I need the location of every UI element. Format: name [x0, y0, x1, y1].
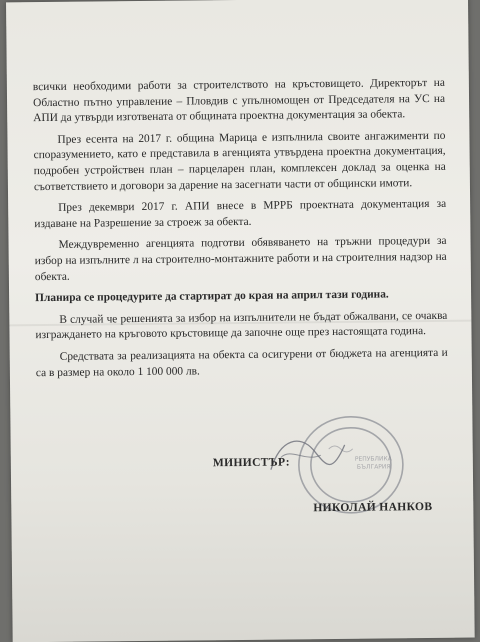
letter-body: [33, 76, 448, 387]
paragraph-december-2017: През декември 2017 г. АПИ внесе в МРРБ проектната документация за издаване на Разрешение за строеж за обекта.: [34, 197, 447, 230]
paragraph-tender: Междувременно агенцията подготви обявяването на тръжни процедури за избор на изпълните л на строително-монтажните работи и на строителния надзор на обекта.: [34, 235, 447, 283]
stamp-text-line-1: РЕПУБЛИКА: [354, 455, 392, 463]
stamp-text-line-2: БЪЛГАРИЯ: [356, 463, 391, 471]
document-page: [6, 0, 475, 642]
paragraph-appeals: В случай че решенията за избор на изпълнители не бъдат обжалвани, се очаква изграждането на кръговото кръстовище да започне още през настоящата година.: [35, 309, 448, 342]
paragraph-works: всички необходими работи за строителството на кръстовището. Директорът на Областно пътно управление – Пловдив с упълномощен от Председателя на УС на АПИ да утвърди изготвената от общината проектна документация за обекта.: [32, 76, 446, 125]
paragraph-funding: Средствата за реализацията на обекта са осигурени от бюджета на агенцията и са в размер на около 1 100 000 лв.: [35, 346, 448, 379]
paragraph-plan-bold: Планира се процедурите да стартират до края на април тази година.: [35, 288, 389, 305]
signatory-name: НИКОЛАЙ НАНКОВ: [313, 499, 433, 515]
paragraph-autumn-2017: През есента на 2017 г. община Марица е изпълнила своите ангажименти по споразумението, като е представила в агенцията утвърдена проектна документация, подробен устройствен план – парцеларен план, комплексен доклад за оценка на съответствието и договори за дарение на засегнати части от общински имоти.: [33, 129, 446, 193]
signature-title: МИНИСТЪР:: [212, 455, 290, 470]
